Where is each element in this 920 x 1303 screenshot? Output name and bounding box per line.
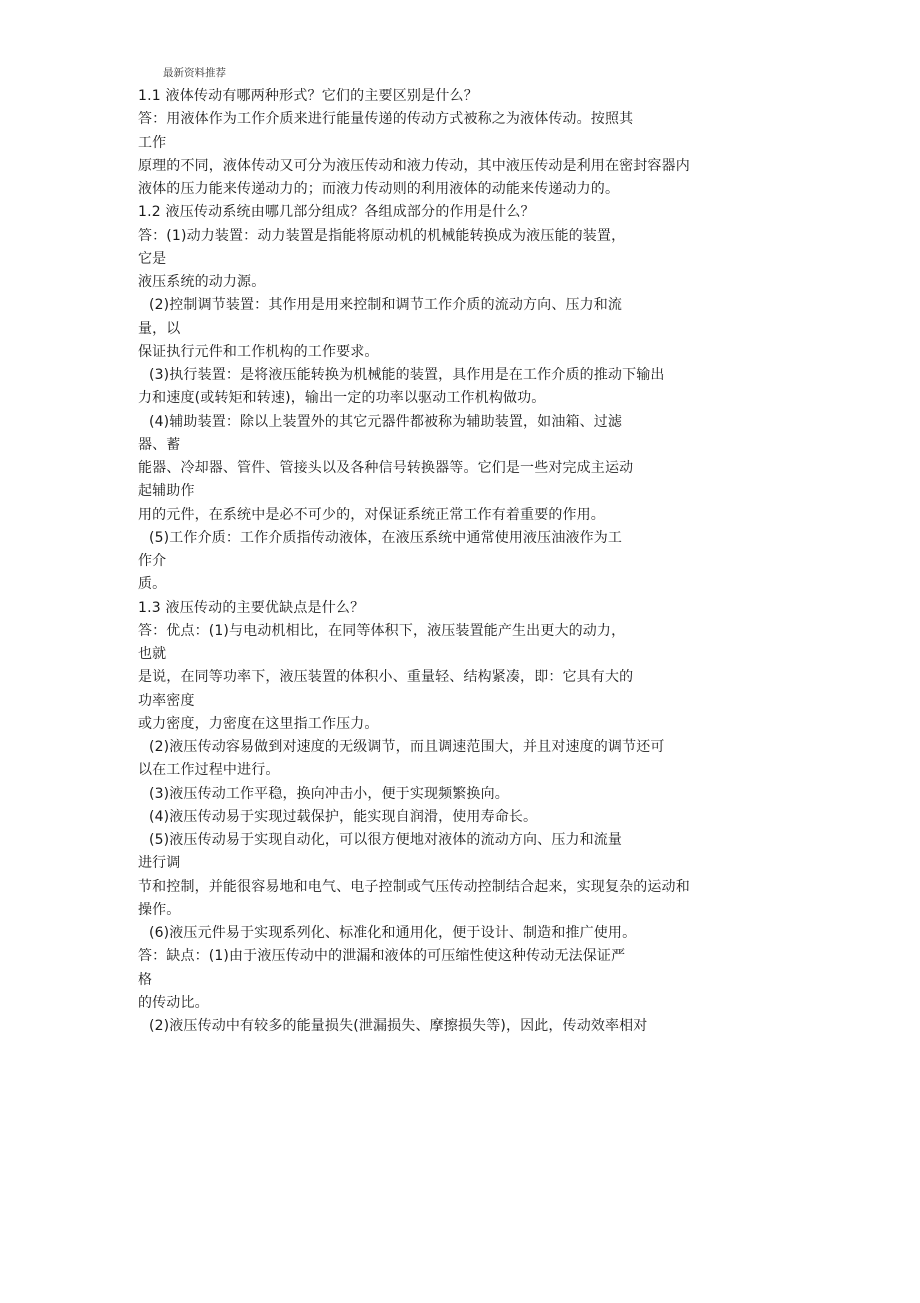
text-line: 液压系统的动力源。 bbox=[138, 274, 266, 290]
text-line: 也就 bbox=[138, 646, 167, 662]
text-line: 节和控制，并能很容易地和电气、电子控制或气压传动控制结合起来，实现复杂的运动和 bbox=[138, 878, 690, 895]
text-line: (3)液压传动工作平稳，换向冲击小，便于实现频繁换向。 bbox=[149, 785, 509, 802]
text-line: (5)液压传动易于实现自动化，可以很方便地对液体的流动方向、压力和流量 bbox=[149, 832, 623, 848]
text-line: 是说，在同等功率下，液压装置的体积小、重量轻、结构紧凑，即：它具有大的 bbox=[138, 669, 634, 686]
text-line: 保证执行元件和工作机构的工作要求。 bbox=[138, 343, 379, 360]
text-line: (2)控制调节装置：其作用是用来控制和调节工作介质的流动方向、压力和流 bbox=[149, 297, 623, 314]
text-line: 量，以 bbox=[138, 320, 181, 337]
text-line: 答：用液体作为工作介质来进行能量传递的传动方式被称之为液体传动。按照其 bbox=[138, 111, 634, 128]
text-line: (2)液压传动中有较多的能量损失(泄漏损失、摩擦损失等)，因此，传动效率相对 bbox=[149, 1018, 648, 1034]
text-line: 或力密度，力密度在这里指工作压力。 bbox=[138, 715, 379, 732]
text-line: 它是 bbox=[138, 250, 167, 267]
text-line: 质。 bbox=[138, 576, 167, 593]
text-line: 用的元件，在系统中是必不可少的，对保证系统正常工作有着重要的作用。 bbox=[138, 506, 605, 523]
document-body bbox=[138, 85, 778, 1038]
text-line: 能器、冷却器、管件、管接头以及各种信号转换器等。它们是一些对完成主运动 bbox=[138, 460, 634, 476]
text-line: 格 bbox=[138, 971, 153, 988]
text-line: 答：缺点：(1)由于液压传动中的泄漏和液体的可压缩性使这种传动无法保证严 bbox=[138, 948, 626, 965]
text-line: 液体的压力能来传递动力的；而液力传动则的利用液体的动能来传递动力的。 bbox=[138, 181, 620, 197]
question-heading: 1.3 液压传动的主要优缺点是什么？ bbox=[138, 599, 365, 616]
text-line: (4)液压传动易于实现过载保护，能实现自润滑，使用寿命长。 bbox=[149, 808, 538, 825]
text-line: 起辅助作 bbox=[138, 483, 195, 500]
text-line: (6)液压元件易于实现系列化、标准化和通用化，便于设计、制造和推广使用。 bbox=[149, 925, 637, 941]
text-line: 以在工作过程中进行。 bbox=[138, 762, 280, 779]
text-line: 力和速度(或转矩和转速)，输出一定的功率以驱动工作机构做功。 bbox=[138, 390, 546, 407]
text-line: (4)辅助装置：除以上装置外的其它元器件都被称为辅助装置，如油箱、过滤 bbox=[149, 413, 623, 430]
text-line: (5)工作介质：工作介质指传动液体，在液压系统中通常使用液压油液作为工 bbox=[149, 529, 623, 546]
question-heading: 1.1 液体传动有哪两种形式？它们的主要区别是什么？ bbox=[138, 88, 478, 104]
text-line: 原理的不同，液体传动又可分为液压传动和液力传动，其中液压传动是利用在密封容器内 bbox=[138, 157, 690, 174]
text-line: 工作 bbox=[138, 134, 167, 151]
text-line: (3)执行装置：是将液压能转换为机械能的装置，具作用是在工作介质的推动下输出 bbox=[149, 367, 665, 383]
question-heading: 1.2 液压传动系统由哪几部分组成？各组成部分的作用是什么？ bbox=[138, 204, 535, 221]
text-line: 答：(1)动力装置：动力装置是指能将原动机的机械能转换成为液压能的装置， bbox=[138, 227, 626, 244]
text-line: 答：优点：(1)与电动机相比，在同等体积下，液压装置能产生出更大的动力， bbox=[138, 622, 626, 639]
text-line: 的传动比。 bbox=[138, 994, 209, 1011]
text-line: 作介 bbox=[138, 553, 167, 569]
text-line: (2)液压传动容易做到对速度的无级调节，而且调速范围大，并且对速度的调节还可 bbox=[149, 739, 665, 755]
text-line: 器、蓄 bbox=[138, 436, 181, 453]
text-line: 功率密度 bbox=[138, 692, 195, 709]
header-note: 最新资料推荐 bbox=[163, 67, 226, 79]
text-line: 进行调 bbox=[138, 855, 181, 872]
text-line: 操作。 bbox=[138, 901, 181, 918]
